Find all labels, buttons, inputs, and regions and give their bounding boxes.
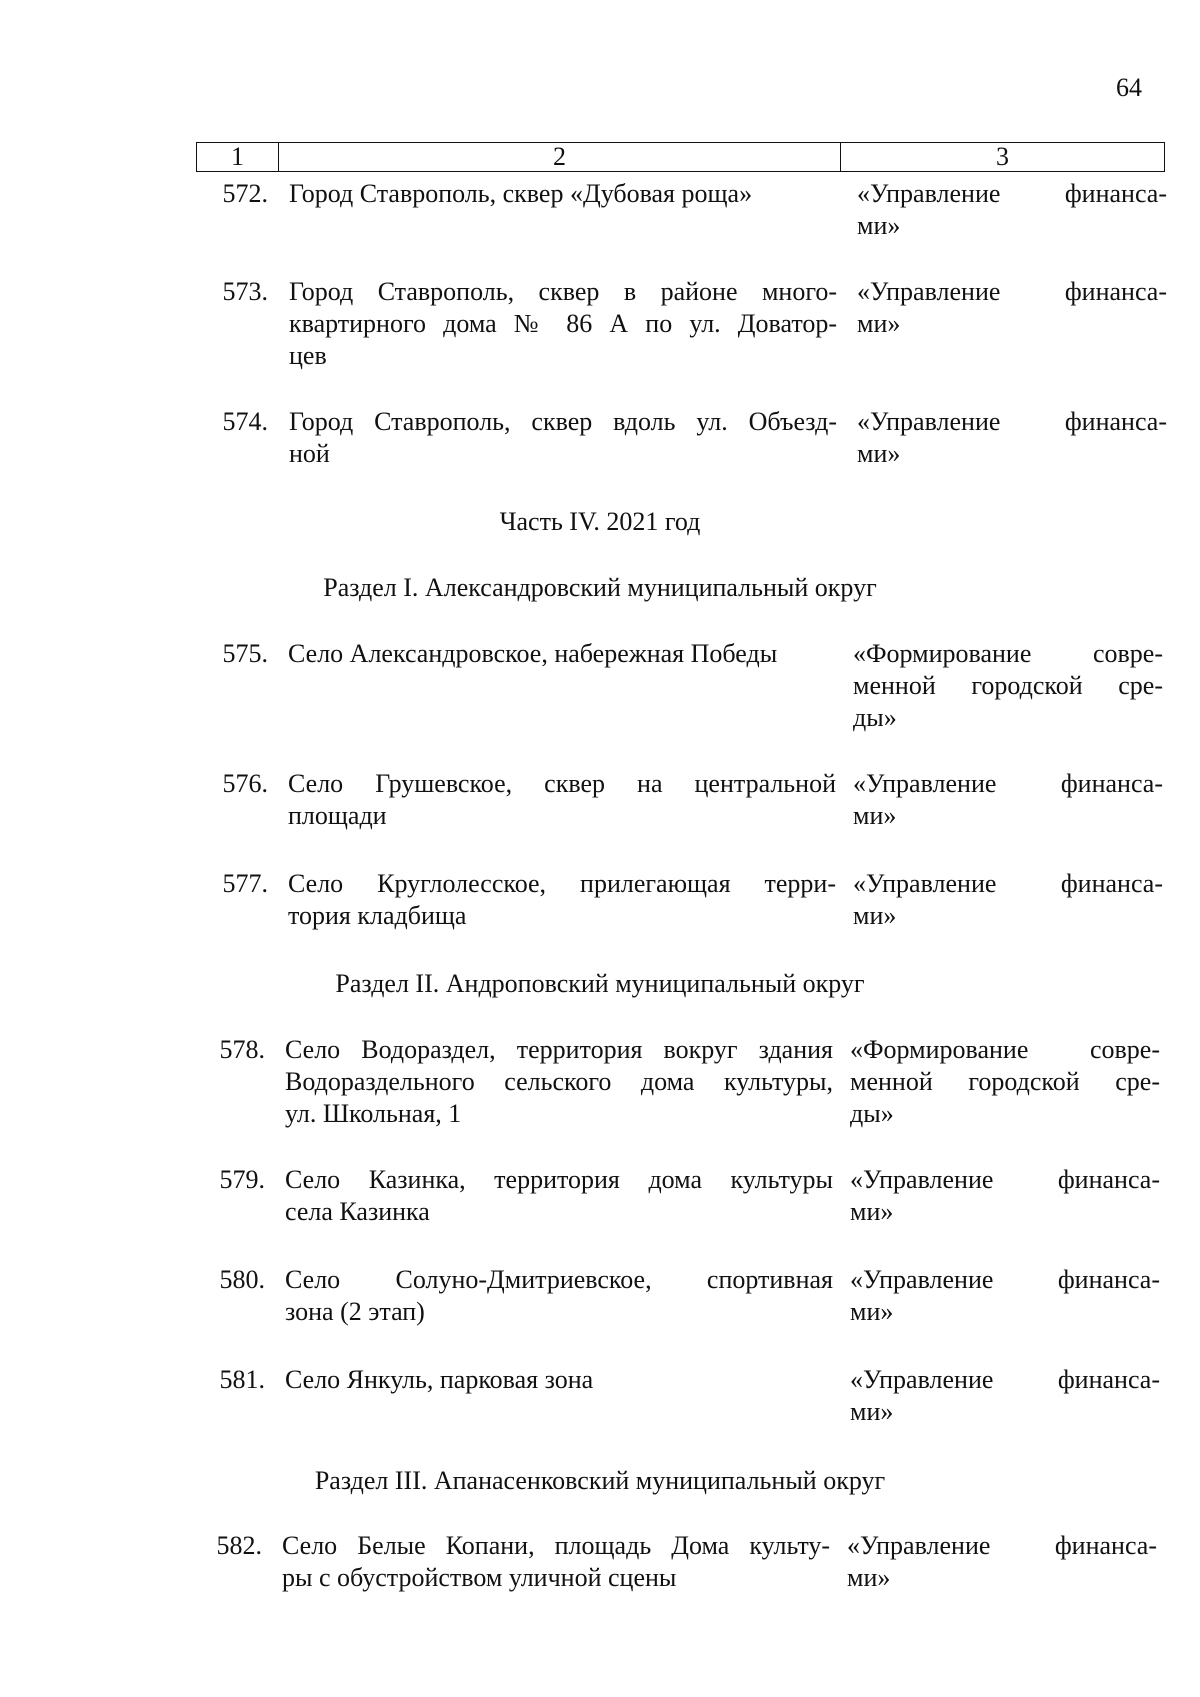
program-name bbox=[850, 1034, 1160, 1130]
program-name bbox=[850, 1264, 1160, 1328]
description-line: Село Грушевское, сквер на центральной bbox=[288, 769, 836, 798]
description-line: ул. Школьная, 1 bbox=[285, 1099, 462, 1128]
program-line bbox=[847, 1530, 1157, 1562]
program-word: финанса- bbox=[1054, 1531, 1157, 1560]
row-number: 576. bbox=[222, 769, 268, 798]
description-line: Село Янкуль, парковая зона bbox=[285, 1365, 594, 1394]
header-cell-3: 3 bbox=[996, 142, 1009, 171]
program-name bbox=[853, 638, 1163, 734]
row-number: 580. bbox=[219, 1265, 265, 1294]
program-line: менной городской сре- bbox=[850, 1067, 1160, 1096]
description-line: Город Ставрополь, сквер «Дубовая роща» bbox=[289, 179, 753, 208]
description-line: Город Ставрополь, сквер вдоль ул. Объезд- bbox=[289, 407, 837, 436]
row-number: 572. bbox=[222, 179, 268, 208]
description-line: села Казинка bbox=[285, 1197, 430, 1226]
program-line: ми» bbox=[857, 439, 901, 468]
program-word: финанса- bbox=[1064, 179, 1167, 208]
program-word: «Формирование bbox=[853, 639, 1032, 668]
object-description bbox=[289, 406, 837, 470]
description-line: Село Казинка, территория дома культуры bbox=[285, 1165, 833, 1194]
program-line: ми» bbox=[850, 1197, 894, 1226]
description-line: Село Белые Копани, площадь Дома культу- bbox=[282, 1531, 830, 1560]
program-name bbox=[847, 1530, 1157, 1594]
description-line: Село Солуно-Дмитриевское, спортивная bbox=[285, 1265, 833, 1294]
program-line: ми» bbox=[857, 211, 901, 240]
program-name bbox=[857, 178, 1167, 242]
program-word: совре- bbox=[1089, 1035, 1160, 1064]
program-line: ми» bbox=[847, 1563, 891, 1592]
heading-section-ii: Раздел II. Андроповский муниципальный округ bbox=[335, 969, 865, 998]
program-name bbox=[850, 1164, 1160, 1228]
row-number: 577. bbox=[222, 869, 268, 898]
table-header-row bbox=[196, 142, 1165, 172]
description-line: Село Водораздел, территория вокруг здания bbox=[285, 1035, 833, 1064]
object-description bbox=[288, 768, 836, 832]
row-number: 578. bbox=[219, 1035, 265, 1064]
object-description bbox=[289, 276, 837, 372]
program-word: «Управление bbox=[857, 407, 1001, 436]
program-line bbox=[853, 868, 1163, 900]
object-description bbox=[285, 1034, 833, 1130]
program-word: «Управление bbox=[847, 1531, 991, 1560]
program-word: финанса- bbox=[1064, 277, 1167, 306]
program-line: ми» bbox=[853, 801, 897, 830]
program-word: «Управление bbox=[850, 1265, 994, 1294]
program-name bbox=[853, 768, 1163, 832]
program-line bbox=[853, 768, 1163, 800]
program-word: финанса- bbox=[1057, 1165, 1160, 1194]
program-line: ми» bbox=[857, 309, 901, 338]
object-description bbox=[285, 1164, 833, 1228]
row-number: 575. bbox=[222, 639, 268, 668]
program-word: финанса- bbox=[1064, 407, 1167, 436]
header-cell-2: 2 bbox=[279, 143, 841, 171]
program-line bbox=[857, 178, 1167, 210]
description-line: площади bbox=[288, 801, 387, 830]
row-number: 574. bbox=[222, 407, 268, 436]
program-word: «Управление bbox=[857, 179, 1001, 208]
program-line bbox=[850, 1034, 1160, 1066]
object-description bbox=[285, 1264, 833, 1328]
object-description bbox=[288, 868, 836, 932]
program-line bbox=[857, 406, 1167, 438]
description-line: Водораздельного сельского дома культуры, bbox=[285, 1067, 833, 1096]
heading-section-iii: Раздел III. Апанасенковский муниципальный округ bbox=[314, 1466, 886, 1495]
row-number: 581. bbox=[219, 1365, 265, 1394]
program-line: ми» bbox=[850, 1397, 894, 1426]
description-line: квартирного дома № 86 А по ул. Доватор- bbox=[289, 309, 837, 338]
description-line: ры с обустройством уличной сцены bbox=[282, 1563, 677, 1592]
program-line: ды» bbox=[850, 1099, 894, 1128]
program-word: «Управление bbox=[853, 769, 997, 798]
program-word: финанса- bbox=[1057, 1265, 1160, 1294]
program-name bbox=[857, 276, 1167, 340]
description-line: цев bbox=[289, 341, 327, 370]
page-number: 64 bbox=[1116, 73, 1142, 102]
object-description bbox=[285, 1364, 833, 1396]
program-line bbox=[853, 638, 1163, 670]
description-line: Село Круглолесское, прилегающая терри- bbox=[288, 869, 836, 898]
heading-part-iv: Часть IV. 2021 год bbox=[499, 507, 701, 536]
program-line: менной городской сре- bbox=[853, 671, 1163, 700]
program-line bbox=[850, 1364, 1160, 1396]
program-word: финанса- bbox=[1060, 769, 1163, 798]
program-name bbox=[853, 868, 1163, 932]
row-number: 579. bbox=[219, 1165, 265, 1194]
row-number: 573. bbox=[222, 277, 268, 306]
program-name bbox=[850, 1364, 1160, 1428]
description-line: Город Ставрополь, сквер в районе много- bbox=[289, 277, 837, 306]
row-number: 582. bbox=[216, 1531, 262, 1560]
program-word: «Управление bbox=[850, 1365, 994, 1394]
program-word: «Управление bbox=[853, 869, 997, 898]
description-line: ной bbox=[289, 439, 330, 468]
program-line: ми» bbox=[850, 1297, 894, 1326]
object-description bbox=[289, 178, 837, 210]
program-line: ды» bbox=[853, 703, 897, 732]
program-word: финанса- bbox=[1057, 1365, 1160, 1394]
program-line bbox=[857, 276, 1167, 308]
object-description bbox=[282, 1530, 830, 1594]
program-word: «Управление bbox=[857, 277, 1001, 306]
header-cell-1: 1 bbox=[197, 143, 279, 171]
description-line: Село Александровское, набережная Победы bbox=[288, 639, 778, 668]
program-line: ми» bbox=[853, 901, 897, 930]
heading-section-i: Раздел I. Александровский муниципальный округ bbox=[323, 573, 877, 602]
program-word: совре- bbox=[1092, 639, 1163, 668]
program-word: «Управление bbox=[850, 1165, 994, 1194]
program-line bbox=[850, 1264, 1160, 1296]
program-word: финанса- bbox=[1060, 869, 1163, 898]
program-word: «Формирование bbox=[850, 1035, 1029, 1064]
program-name bbox=[857, 406, 1167, 470]
description-line: зона (2 этап) bbox=[285, 1297, 425, 1326]
description-line: тория кладбища bbox=[288, 901, 467, 930]
object-description bbox=[288, 638, 836, 670]
program-line bbox=[850, 1164, 1160, 1196]
